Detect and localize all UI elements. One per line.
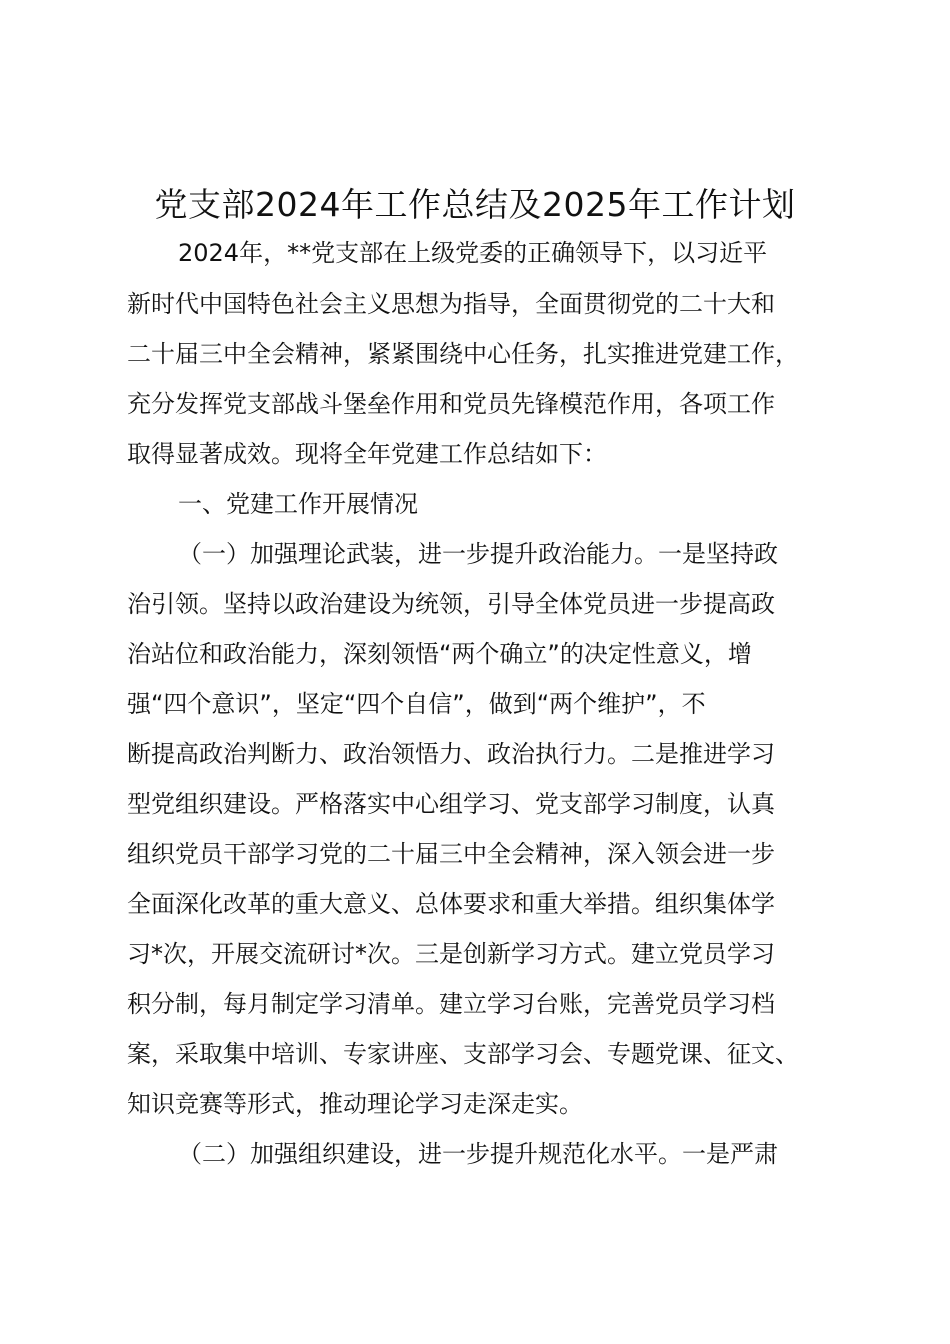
paragraph-line: 二十届三中全会精神，紧紧围绕中心任务，扎实推进党建工作，	[127, 340, 799, 368]
paragraph-line: 断提高政治判断力、政治领悟力、政治执行力。二是推进学习	[127, 740, 775, 768]
paragraph-line: 积分制，每月制定学习清单。建立学习台账，完善党员学习档	[127, 990, 775, 1018]
paragraph-line: 强“四个意识”，坚定“四个自信”，做到“两个维护”，不	[127, 690, 706, 718]
paragraph-line: 治引领。坚持以政治建设为统领，引导全体党员进一步提高政	[127, 590, 775, 618]
paragraph-line: 型党组织建设。严格落实中心组学习、党支部学习制度，认真	[127, 790, 775, 818]
paragraph-line: 组织党员干部学习党的二十届三中全会精神，深入领会进一步	[127, 840, 775, 868]
document-title: 党支部2024年工作总结及2025年工作计划	[154, 185, 796, 224]
paragraph-line: 习*次，开展交流研讨*次。三是创新学习方式。建立党员学习	[127, 940, 775, 968]
paragraph-line: 2024年，**党支部在上级党委的正确领导下，以习近平	[178, 239, 768, 267]
paragraph-line: 知识竞赛等形式，推动理论学习走深走实。	[127, 1090, 583, 1118]
paragraph-line: 案，采取集中培训、专家讲座、支部学习会、专题党课、征文、	[127, 1040, 799, 1068]
paragraph-line: （二）加强组织建设，进一步提升规范化水平。一是严肃	[178, 1140, 778, 1168]
paragraph-line: 新时代中国特色社会主义思想为指导，全面贯彻党的二十大和	[127, 290, 775, 318]
paragraph-line: 取得显著成效。现将全年党建工作总结如下：	[127, 440, 607, 468]
paragraph-line: 充分发挥党支部战斗堡垒作用和党员先锋模范作用，各项工作	[127, 390, 775, 418]
paragraph-line: 全面深化改革的重大意义、总体要求和重大举措。组织集体学	[127, 890, 775, 918]
paragraph-line: 治站位和政治能力，深刻领悟“两个确立”的决定性意义，增	[127, 640, 752, 668]
paragraph-line: （一）加强理论武装，进一步提升政治能力。一是坚持政	[178, 540, 778, 568]
section-heading: 一、党建工作开展情况	[178, 490, 418, 518]
